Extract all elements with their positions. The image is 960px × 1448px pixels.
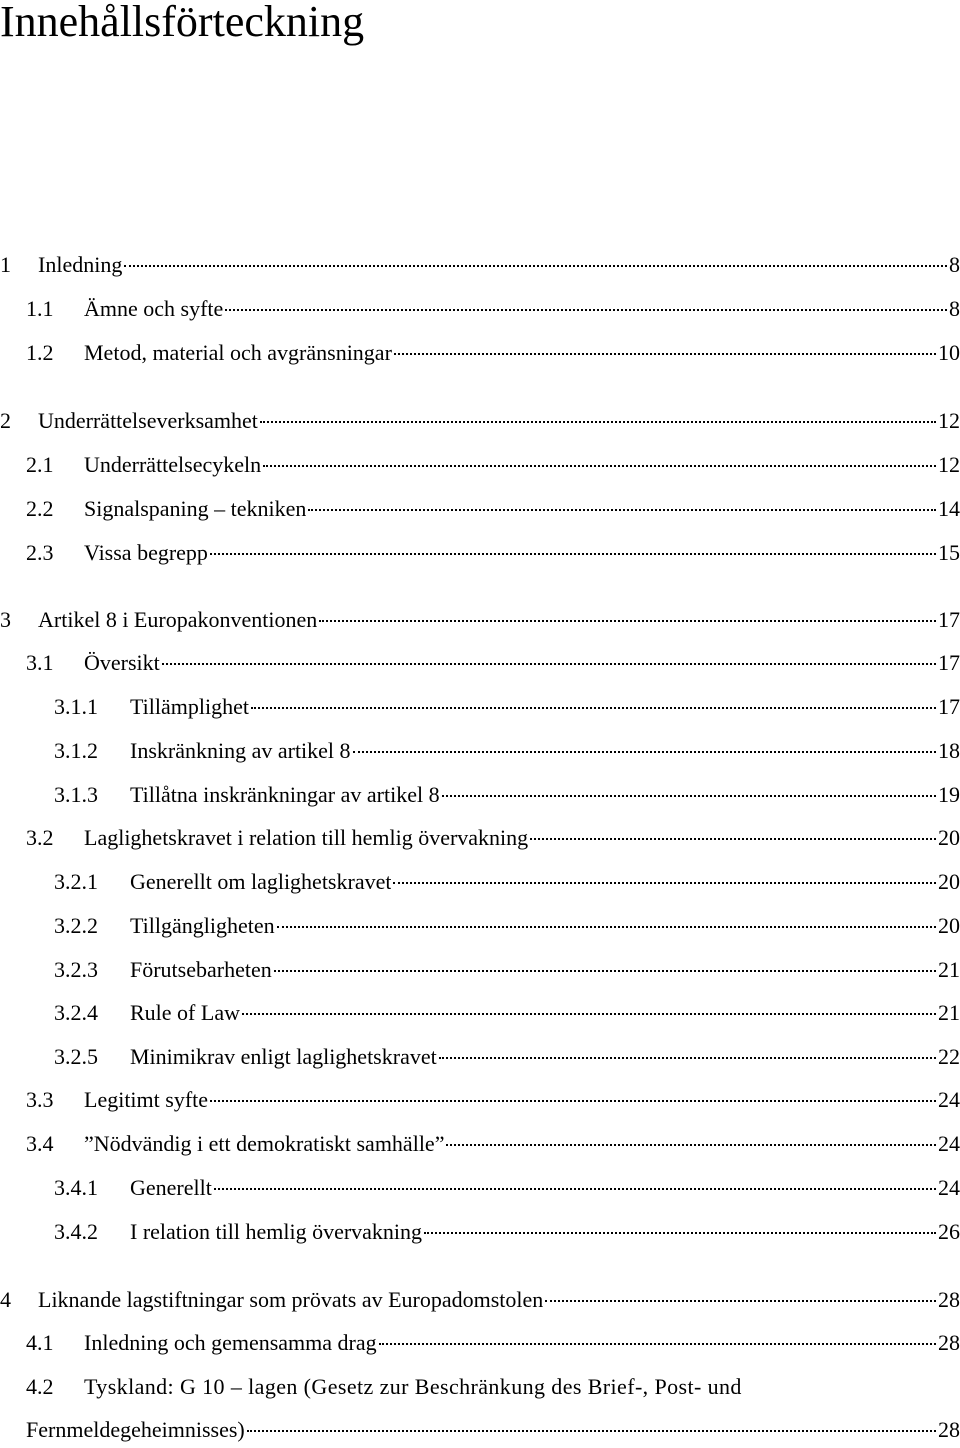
toc-entry[interactable]: [54, 1173, 960, 1203]
toc-entry-title: Rule of Law: [130, 1000, 240, 1025]
toc-entry-title: I relation till hemlig övervakning: [130, 1219, 423, 1244]
toc-entry[interactable]: [54, 955, 960, 985]
toc-entry-page: 17: [938, 694, 960, 719]
leader-dots: [308, 509, 936, 511]
leader-dots: [124, 265, 947, 267]
leader-dots: [260, 421, 936, 423]
toc-entry-title: Metod, material och avgränsningar: [84, 340, 392, 365]
toc-entry[interactable]: [26, 1328, 960, 1358]
leader-dots: [424, 1232, 936, 1234]
toc-entry-page: 19: [938, 782, 960, 807]
toc-entry-number: 3.1: [26, 650, 54, 675]
leader-dots: [545, 1300, 936, 1302]
toc-entry-title: ”Nödvändig i ett demokratiskt samhälle”: [84, 1131, 445, 1156]
toc-entry-page: 24: [938, 1131, 960, 1156]
toc-entry-number: 4: [0, 1287, 11, 1312]
leader-dots: [162, 663, 936, 665]
leader-dots: [225, 309, 947, 311]
toc-entry-number: 3.4.1: [54, 1175, 98, 1200]
toc-entry-number: 3.2.3: [54, 957, 98, 982]
toc-entry-title: Inskränkning av artikel 8: [130, 738, 351, 763]
toc-entry-title: Översikt: [84, 650, 160, 675]
toc-entry[interactable]: [54, 998, 960, 1028]
toc-entry-page: 21: [938, 957, 960, 982]
leader-dots: [251, 707, 936, 709]
toc-entry[interactable]: [26, 494, 960, 524]
toc-entry-title: Inledning och gemensamma drag: [84, 1330, 377, 1355]
toc-entry-number: 3.2.4: [54, 1000, 98, 1025]
toc-entry-page: 28: [938, 1417, 960, 1442]
toc-entry-title: Generellt om laglighetskravet: [130, 869, 392, 894]
toc-entry[interactable]: [26, 1129, 960, 1159]
toc-entry-page: 17: [938, 650, 960, 675]
toc-entry-number: 1.1: [26, 296, 54, 321]
toc-entry-number: 1: [0, 252, 11, 277]
toc-entry-page: 28: [938, 1287, 960, 1312]
toc-entry-page: 20: [938, 913, 960, 938]
toc-entry-title-continued: Fernmeldegeheimnisses): [26, 1417, 245, 1442]
toc-entry-title: Liknande lagstiftningar som prövats av Europadomstolen: [38, 1287, 544, 1312]
toc-entry-number: 2: [0, 408, 11, 433]
leader-dots: [242, 1013, 936, 1015]
page-title: Innehållsförteckning: [0, 0, 365, 46]
toc-entry[interactable]: [26, 1085, 960, 1115]
toc-entry-number: 4.2: [26, 1374, 54, 1399]
toc-entry-number: 3.1.1: [54, 694, 98, 719]
toc-entry-title: Tyskland: G 10 – lagen (Gesetz zur Beschränkung des Brief-, Post- und: [84, 1374, 742, 1399]
toc-entry[interactable]: [54, 780, 960, 810]
leader-dots: [442, 795, 936, 797]
toc-entry-page: 12: [938, 452, 960, 477]
toc-entry[interactable]: [26, 338, 960, 368]
toc-entry-title: Förutsebarheten: [130, 957, 272, 982]
toc-entry-number: 2.2: [26, 496, 54, 521]
toc-entry-page: 15: [938, 540, 960, 565]
leader-dots: [263, 465, 936, 467]
toc-entry-number: 3.2: [26, 825, 54, 850]
toc-entry-number: 2.1: [26, 452, 54, 477]
toc-entry-number: 3.1.2: [54, 738, 98, 763]
toc-entry[interactable]: [26, 1372, 960, 1402]
toc-entry-title: Tillämplighet: [130, 694, 249, 719]
leader-dots: [274, 970, 936, 972]
toc-entry[interactable]: [0, 250, 960, 280]
toc-entry[interactable]: [26, 538, 960, 568]
leader-dots: [353, 751, 936, 753]
toc-entry-title: Signalspaning – tekniken: [84, 496, 307, 521]
toc-entry[interactable]: [54, 1042, 960, 1072]
toc-entry-number: 3.4.2: [54, 1219, 98, 1244]
toc-entry[interactable]: [54, 867, 960, 897]
toc-entry-page: 10: [938, 340, 960, 365]
toc-entry-page: 20: [938, 869, 960, 894]
toc-entry-continuation[interactable]: [26, 1415, 960, 1445]
toc-entry[interactable]: [26, 294, 960, 324]
toc-entry-title: Inledning: [38, 252, 123, 277]
toc-entry-page: 17: [938, 607, 960, 632]
toc-entry-page: 14: [938, 496, 960, 521]
leader-dots: [446, 1144, 936, 1146]
toc-entry-title: Underrättelsecykeln: [84, 452, 262, 477]
toc-entry[interactable]: [0, 406, 960, 436]
toc-entry-title: Tillåtna inskränkningar av artikel 8: [130, 782, 440, 807]
toc-entry-page: 26: [938, 1219, 960, 1244]
toc-entry[interactable]: [54, 1217, 960, 1247]
leader-dots: [210, 1100, 936, 1102]
toc-entry-title: Laglighetskravet i relation till hemlig övervakning: [84, 825, 529, 850]
toc-entry-page: 24: [938, 1175, 960, 1200]
toc-entry-number: 3: [0, 607, 11, 632]
toc-entry-number: 4.1: [26, 1330, 54, 1355]
toc-entry-title: Ämne och syfte: [84, 296, 224, 321]
leader-dots: [247, 1430, 936, 1432]
toc-entry-title: Generellt: [130, 1175, 212, 1200]
toc-entry-page: 28: [938, 1330, 960, 1355]
toc-entry-page: 18: [938, 738, 960, 763]
toc-entry-number: 2.3: [26, 540, 54, 565]
toc-entry-number: 3.3: [26, 1087, 54, 1112]
leader-dots: [210, 553, 936, 555]
toc-entry-page: 24: [938, 1087, 960, 1112]
toc-entry-page: 21: [938, 1000, 960, 1025]
toc-entry-page: 20: [938, 825, 960, 850]
toc-entry[interactable]: [26, 450, 960, 480]
leader-dots: [277, 926, 936, 928]
toc-entry-title: Artikel 8 i Europakonventionen: [38, 607, 318, 632]
leader-dots: [394, 353, 936, 355]
toc-entry[interactable]: [26, 648, 960, 678]
leader-dots: [319, 620, 936, 622]
toc-entry[interactable]: [26, 823, 960, 853]
toc-entry-page: 22: [938, 1044, 960, 1069]
toc-entry[interactable]: [0, 605, 960, 635]
leader-dots: [214, 1188, 936, 1190]
toc-entry-number: 3.2.1: [54, 869, 98, 894]
toc-entry-number: 3.2.2: [54, 913, 98, 938]
toc-entry[interactable]: [54, 736, 960, 766]
toc-entry-title: Tillgängligheten: [130, 913, 275, 938]
toc-entry[interactable]: [0, 1285, 960, 1315]
leader-dots: [530, 838, 936, 840]
toc-entry-title: Underrättelseverksamhet: [38, 408, 258, 433]
toc-entry-number: 3.2.5: [54, 1044, 98, 1069]
toc-entry-title: Vissa begrepp: [84, 540, 208, 565]
toc-entry-title: Minimikrav enligt laglighetskravet: [130, 1044, 437, 1069]
toc-entry-number: 3.1.3: [54, 782, 98, 807]
toc-entry[interactable]: [54, 692, 960, 722]
leader-dots: [379, 1343, 936, 1345]
toc-entry-page: 8: [949, 296, 960, 321]
toc-entry-number: 3.4: [26, 1131, 54, 1156]
toc-entry-number: 1.2: [26, 340, 54, 365]
toc-entry-page: 8: [949, 252, 960, 277]
leader-dots: [439, 1057, 936, 1059]
leader-dots: [393, 882, 936, 884]
toc-entry-title: Legitimt syfte: [84, 1087, 209, 1112]
toc-entry[interactable]: [54, 911, 960, 941]
toc-entry-page: 12: [938, 408, 960, 433]
